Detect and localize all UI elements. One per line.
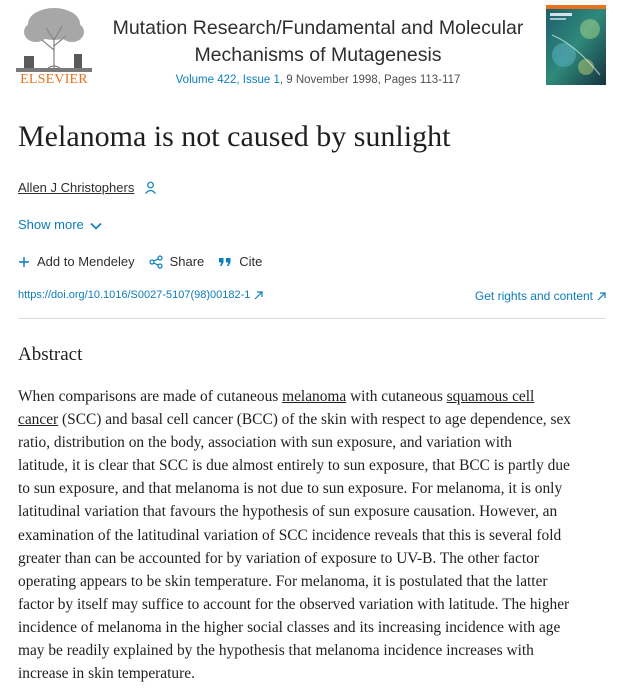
journal-title[interactable] (96, 15, 540, 69)
get-rights-text: Get rights and content (474, 289, 593, 303)
squamous-cell-cancer-link-cont[interactable]: cancer (18, 411, 59, 429)
abstract-line: operating appears to be skin temperature. For melanoma, it is postulated that the latter (18, 572, 548, 590)
share-icon (149, 255, 163, 269)
abstract-text-run: When comparisons are made of cutaneous (18, 388, 283, 405)
journal-title-line2: Mechanisms of Mutagenesis (194, 44, 442, 66)
elsevier-wordmark: ELSEVIER (20, 72, 88, 87)
show-more-button[interactable] (18, 217, 102, 232)
journal-title-line1: Mutation Research/Fundamental and Molecular (112, 17, 524, 39)
abstract-text (18, 385, 608, 685)
abstract-heading: Abstract (18, 344, 83, 365)
quote-icon (218, 256, 232, 268)
doi-link[interactable] (18, 289, 263, 301)
author-name[interactable]: Allen J Christophers (18, 180, 135, 195)
issue-info (96, 74, 540, 86)
journal-cover-art (546, 5, 606, 85)
abstract-text-run: (SCC) and basal cell cancer (BCC) of the skin with respect to age dependence, sex (58, 411, 572, 429)
cite-button[interactable] (218, 254, 262, 269)
abstract-line: to sun exposure, and that melanoma is not due to sun exposure. For melanoma, it is only (18, 480, 563, 498)
get-rights-link[interactable] (475, 289, 606, 303)
abstract-line: latitudinal variation that favours the hypothesis of sun exposure causation. However, an (18, 503, 558, 521)
chevron-down-icon (90, 222, 102, 230)
add-to-mendeley-button[interactable] (18, 254, 135, 269)
add-to-mendeley-label: Add to Mendeley (37, 254, 135, 269)
article-actions (18, 254, 276, 269)
abstract-line: increase in skin temperature. (18, 665, 195, 683)
squamous-cell-cancer-link[interactable]: squamous cell (446, 388, 535, 405)
abstract-line: incidence of melanoma in the higher social classes and its increasing incidence with age (18, 618, 561, 636)
melanoma-link[interactable]: melanoma (282, 388, 347, 405)
abstract-line: may be readily explained by the hypothesis that melanoma incidence increases with (18, 642, 534, 660)
abstract-line: latitude, it is clear that SCC is due almost entirely to sun exposure, that BCC is partly due (18, 457, 570, 475)
volume-issue-link[interactable]: Volume 422, Issue 1 (175, 74, 280, 86)
abstract-text-run: with cutaneous (346, 388, 447, 405)
abstract-line: factor by itself may suffice to account for the observed variation with latitude. The higher (18, 595, 570, 613)
abstract-line: greater than can be accounted for by variation of exposure to UV-B. The other factor (18, 549, 539, 567)
external-link-icon (597, 292, 606, 301)
elsevier-logo[interactable] (16, 4, 92, 88)
doi-text: https://doi.org/10.1016/S0027-5107(98)00182-1 (18, 289, 251, 301)
elsevier-tree-logo (16, 4, 92, 72)
abstract-line (18, 385, 608, 408)
author-row (18, 180, 157, 197)
abstract-line (18, 408, 608, 431)
abstract-line: examination of the latitudinal variation of SCC incidence reveals that this is several fold (18, 526, 562, 544)
share-button[interactable] (149, 254, 205, 269)
abstract-line: ratio, distribution on the body, association with sun exposure, and variation with (18, 434, 512, 452)
section-divider (18, 318, 606, 319)
plus-icon (18, 256, 30, 268)
journal-cover-image[interactable] (546, 5, 606, 85)
journal-header (0, 0, 617, 92)
issue-date-pages: , 9 November 1998, Pages 113-117 (279, 74, 461, 86)
person-icon[interactable] (144, 181, 157, 197)
external-link-icon (254, 291, 263, 300)
cite-label: Cite (239, 254, 263, 269)
show-more-label: Show more (18, 217, 84, 232)
share-label: Share (169, 254, 205, 269)
article-title: Melanoma is not caused by sunlight (18, 120, 451, 153)
